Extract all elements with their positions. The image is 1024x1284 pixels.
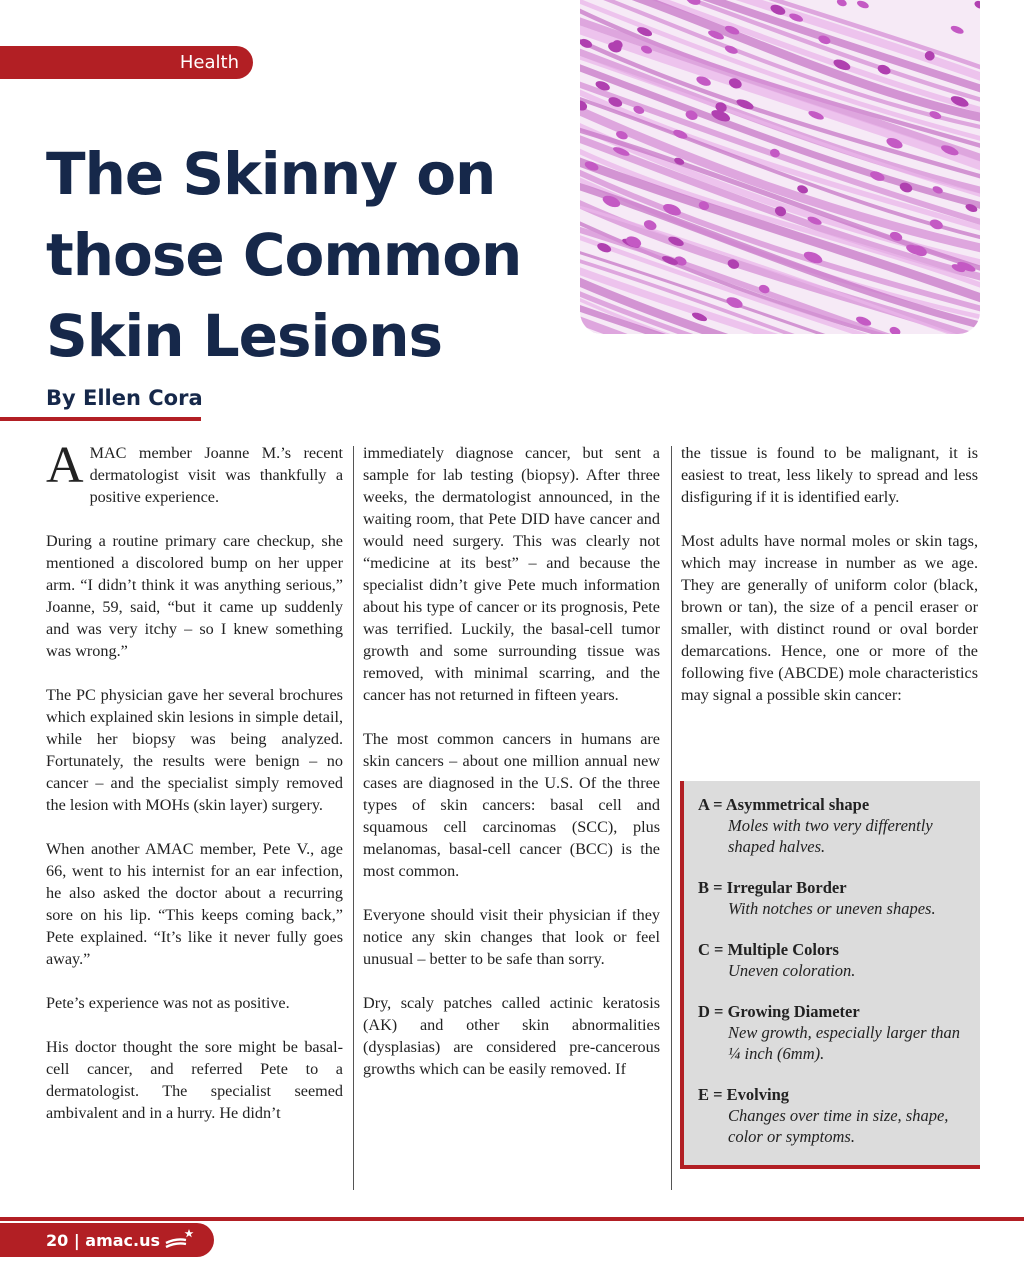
paragraph: Everyone should visit their physician if they notice any skin changes that look or feel unusual – better to be safe than sorry. <box>363 906 660 968</box>
title-line-1: The Skinny on <box>46 140 496 208</box>
footer-tab <box>0 1223 214 1257</box>
paragraph: His doctor thought the sore might be basal-cell cancer, and referred Pete to a dermatologist. The specialist seemed ambivalent and in a hurry. He didn’t <box>46 1038 343 1122</box>
site-name: amac.us <box>85 1231 161 1250</box>
abcde-item-c <box>698 939 970 981</box>
abcde-description: New growth, especially larger than ¼ inch (6mm). <box>728 1023 961 1063</box>
abcde-heading: A = Asymmetrical shape <box>698 795 870 814</box>
drop-cap: A <box>46 437 84 494</box>
abcde-heading: B = Irregular Border <box>698 878 847 897</box>
paragraph: the tissue is found to be malignant, it is easiest to treat, less likely to spread and less disfiguring if it is identified early. <box>681 444 978 506</box>
abcde-description: With notches or uneven shapes. <box>728 899 936 918</box>
byline-rule <box>0 417 201 421</box>
abcde-item-d <box>698 1001 970 1064</box>
footer-rule <box>0 1217 1024 1221</box>
paragraph: During a routine primary care checkup, she mentioned a discolored bump on her upper arm. “I didn’t think it was anything serious,” Joanne, 59, said, “but it came up suddenly and was very itchy – so I knew something was wrong.” <box>46 532 343 660</box>
title-line-2: those Common <box>46 221 522 289</box>
page-number: 20 <box>46 1231 69 1250</box>
abcde-heading: E = Evolving <box>698 1085 790 1104</box>
article-title <box>46 134 566 377</box>
paragraph: Most adults have normal moles or skin tags, which may increase in number as we age. They are generally of uniform color (black, brown or tan), the size of a pencil eraser or smaller, with distinct round or oval border demarcations. Hence, one or more of the following five (ABCDE) mole characteristics may signal a possible skin cancer: <box>681 532 978 704</box>
title-line-3: Skin Lesions <box>46 302 443 370</box>
paragraph: Dry, scaly patches called actinic keratosis (AK) and other skin abnormalities (dysplasias) are considered pre-cancerous growths which can be easily removed. If <box>363 994 660 1078</box>
amac-logo-icon <box>164 1228 194 1250</box>
paragraph: When another AMAC member, Pete V., age 66, went to his internist for an ear infection, he also asked the doctor about a recurring sore on his lip. “This keeps coming back,” Pete explained. “It’s like it never fully goes away.” <box>46 840 343 968</box>
abcde-item-b <box>698 877 970 919</box>
histology-micrograph <box>580 0 980 334</box>
section-label: Health <box>179 52 239 73</box>
column-divider-1 <box>353 446 354 1190</box>
byline: By Ellen Cora <box>46 386 203 410</box>
folio-separator: | <box>73 1231 80 1250</box>
abcde-item-a <box>698 794 970 857</box>
column-divider-2 <box>671 446 672 1190</box>
column-1 <box>46 437 343 1146</box>
hero-image <box>580 0 980 334</box>
abcde-heading: D = Growing Diameter <box>698 1002 860 1021</box>
paragraph: immediately diagnose cancer, but sent a sample for lab testing (biopsy). After three weeks, the dermatologist announced, in the waiting room, that Pete DID have cancer and would need surgery. This was clearly not “medicine at its best” – and because the specialist didn’t give Pete much information about his type of cancer or its prognosis, Pete was terrified. Luckily, the basal-cell tumor growth and some surrounding tissue was removed, with minimal scarring, and the cancer has not returned in fifteen years. <box>363 444 660 704</box>
section-tab <box>0 46 253 79</box>
column-2 <box>363 442 660 1102</box>
abcde-description: Changes over time in size, shape, color or symptoms. <box>728 1106 949 1146</box>
abcde-description: Uneven coloration. <box>728 961 856 980</box>
paragraph: The most common cancers in humans are skin cancers – about one million annual new cases are diagnosed in the U.S. Of the three types of skin cancers: basal cell and squamous cell carcinomas (SCC), plus melanomas, basal-cell cancer (BCC) is the most common. <box>363 730 660 880</box>
abcde-sidebar <box>680 781 980 1169</box>
abcde-heading: C = Multiple Colors <box>698 940 839 959</box>
abcde-description: Moles with two very differently shaped halves. <box>728 816 933 856</box>
page-folio <box>46 1231 160 1250</box>
paragraph <box>46 437 343 508</box>
paragraph-text: MAC member Joanne M.’s recent dermatologist visit was thankfully a positive experience. <box>89 444 343 506</box>
paragraph: Pete’s experience was not as positive. <box>46 994 290 1012</box>
abcde-item-e <box>698 1084 970 1147</box>
column-3 <box>681 442 978 728</box>
paragraph: The PC physician gave her several brochures which explained skin lesions in simple detail, while her biopsy was being analyzed. Fortunately, the results were benign – no cancer – and the specialist simply removed the lesion with MOHs (skin layer) surgery. <box>46 686 343 814</box>
